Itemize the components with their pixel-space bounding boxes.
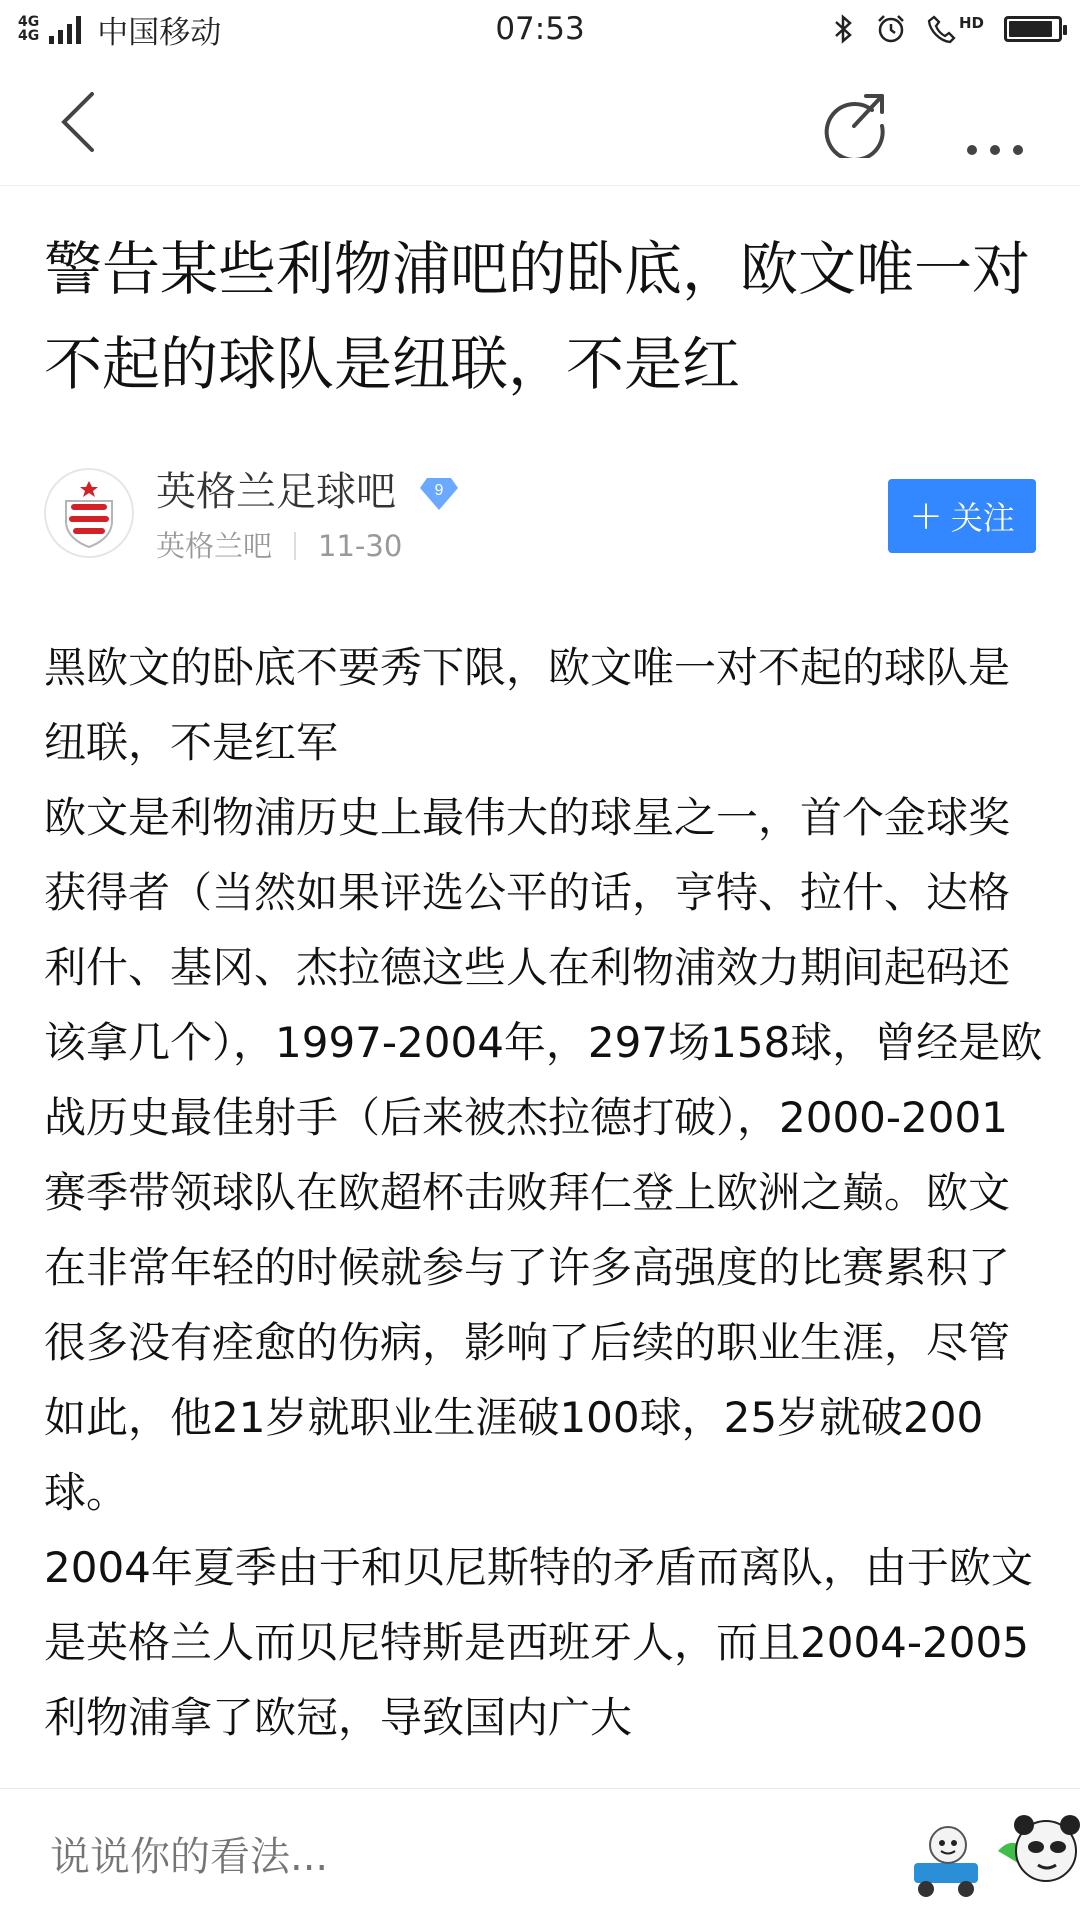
level-number: 9	[434, 482, 444, 499]
post-paragraph: 2004年夏季由于和贝尼斯特的矛盾而离队，由于欧文是英格兰人而贝尼特斯是西班牙人，而且2004-2005利物浦拿了欧冠，导致国内广大	[44, 1543, 1033, 1742]
status-bar	[0, 0, 1080, 58]
panda-sticker-icon[interactable]	[998, 1811, 1080, 1893]
author-row	[44, 468, 1036, 568]
alarm-icon	[875, 13, 907, 45]
post-body	[44, 630, 1044, 1788]
emoji-sticker-icon[interactable]	[908, 1819, 990, 1901]
author-meta	[156, 528, 402, 564]
england-crest-icon	[54, 477, 124, 549]
more-dots-icon[interactable]	[960, 88, 1030, 158]
call-icon	[927, 14, 957, 44]
network-type-secondary: 4G	[18, 28, 40, 44]
follow-label: 关注	[950, 499, 1015, 537]
battery-icon	[1004, 16, 1062, 42]
status-left	[18, 7, 221, 52]
diamond-level-icon	[418, 472, 460, 514]
post-title: 警告某些利物浦吧的卧底，欧文唯一对不起的球队是纽联，不是红	[44, 235, 1031, 398]
network-type: 4G	[18, 14, 40, 30]
forum-source[interactable]: 英格兰吧	[156, 529, 273, 563]
meta-divider	[294, 532, 296, 560]
status-time: 07:53	[495, 11, 585, 47]
comment-bar	[0, 1788, 1080, 1920]
comment-input[interactable]	[50, 1829, 690, 1885]
share-icon[interactable]	[820, 88, 890, 158]
post-paragraph: 欧文是利物浦历史上最伟大的球星之一，首个金球奖获得者（当然如果评选公平的话，亨特、拉什、达格利什、基冈、杰拉德这些人在利物浦效力期间起码还该拿几个），1997-2004年，297场158球，曾经是欧战历史最佳射手（后来被杰拉德打破），2000-2001赛季带领球队在欧超杯击败拜仁登上欧洲之巅。欧文在非常年轻的时候就参与了许多高强度的比赛累积了很多没有痊愈的伤病，影响了后续的职业生涯，尽管如此，他21岁就职业生涯破100球，25岁就破200球。	[44, 793, 1043, 1517]
battery-level	[1009, 21, 1052, 37]
post-paragraph: 黑欧文的卧底不要秀下限，欧文唯一对不起的球队是纽联，不是红军	[44, 643, 1011, 767]
status-right	[833, 13, 1062, 45]
carrier-name: 中国移动	[97, 14, 222, 51]
post-date: 11-30	[318, 529, 403, 563]
network-indicator	[18, 15, 39, 43]
nav-bar	[0, 58, 1080, 186]
hd-label: HD	[958, 14, 984, 32]
follow-button[interactable]	[888, 479, 1036, 553]
author-name[interactable]: 英格兰足球吧	[156, 469, 396, 515]
back-arrow-icon[interactable]	[50, 88, 110, 156]
bluetooth-icon	[833, 14, 855, 44]
signal-icon	[49, 14, 81, 44]
plus-icon: +	[909, 493, 943, 539]
avatar[interactable]	[44, 468, 134, 558]
